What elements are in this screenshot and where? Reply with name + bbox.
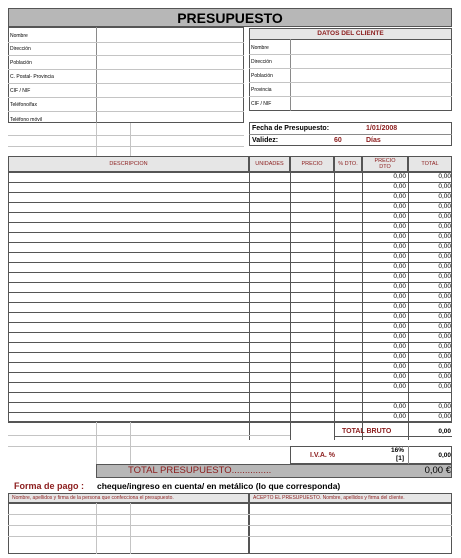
precio-dto-cell: 0,00 — [393, 343, 406, 350]
total-cell: 0,00 — [438, 273, 451, 280]
client-row-line — [249, 68, 452, 69]
total-cell: 0,00 — [438, 293, 451, 300]
total-cell: 0,00 — [438, 373, 451, 380]
precio-dto-cell: 0,00 — [393, 233, 406, 240]
precio-dto-cell: 0,00 — [393, 323, 406, 330]
precio-dto-cell: 0,00 — [393, 373, 406, 380]
grand-total-label: TOTAL PRESUPUESTO............... — [128, 465, 272, 476]
client-label: Nombre — [251, 45, 269, 51]
emisor-row-line — [8, 97, 244, 98]
signature-grid-line — [8, 514, 452, 515]
totals-grid-line — [8, 446, 290, 447]
precio-dto-cell: 0,00 — [393, 293, 406, 300]
emisor-row-line — [8, 83, 244, 84]
total-cell: 0,00 — [438, 233, 451, 240]
total-cell: 0,00 — [438, 363, 451, 370]
signature-grid-line — [8, 536, 452, 537]
emisor-row-line — [8, 42, 244, 43]
signature-left-header: Nombre, apellidos y firma de la persona que confecciona el presupuesto. — [8, 493, 249, 503]
client-row-line — [249, 82, 452, 83]
emisor-row-line — [8, 69, 244, 70]
total-cell: 0,00 — [438, 413, 451, 420]
iva-label: I.V.A. % — [310, 452, 336, 459]
client-label: Población — [251, 73, 273, 79]
total-cell: 0,00 — [438, 283, 451, 290]
total-cell: 0,00 — [438, 243, 451, 250]
client-label: Provincia — [251, 87, 272, 93]
page-title: PRESUPUESTO — [8, 8, 452, 27]
precio-dto-cell: 0,00 — [393, 193, 406, 200]
total-cell: 0,00 — [438, 303, 451, 310]
precio-dto-cell: 0,00 — [393, 283, 406, 290]
total-cell: 0,00 — [438, 203, 451, 210]
precio-dto-cell: 0,00 — [393, 313, 406, 320]
total-bruto-value: 0,00 — [438, 428, 451, 435]
total-cell: 0,00 — [438, 313, 451, 320]
emisor-label: Dirección — [10, 46, 31, 52]
aux-line — [96, 123, 97, 156]
total-cell: 0,00 — [438, 193, 451, 200]
totals-grid-line — [130, 422, 131, 464]
precio-dto-cell: 0,00 — [393, 333, 406, 340]
meta-divider — [249, 134, 452, 135]
totals-grid-line — [8, 435, 290, 436]
precio-dto-cell: 0,00 — [393, 253, 406, 260]
table-row-line — [8, 392, 452, 393]
precio-dto-cell: 0,00 — [393, 203, 406, 210]
signature-left-area — [8, 503, 249, 554]
precio-dto-cell: 0,00 — [393, 243, 406, 250]
totals-line — [334, 436, 452, 437]
emisor-row-line — [8, 111, 244, 112]
emisor-label: Nombre — [10, 33, 28, 39]
precio-dto-cell: 0,00 — [393, 413, 406, 420]
precio-dto-cell: 0,00 — [393, 363, 406, 370]
emisor-label: Teléfono/fax — [10, 102, 37, 108]
fecha-value: 1/01/2008 — [366, 125, 398, 132]
precio-dto-cell: 0,00 — [393, 173, 406, 180]
aux-line — [8, 135, 244, 136]
precio-dto-cell: 0,00 — [393, 223, 406, 230]
validez-label: Validez: — [252, 137, 279, 144]
col-dto: % DTO. — [334, 156, 362, 172]
col-descripcion: DESCRIPCION — [8, 156, 249, 172]
grand-total-value: 0,00 € — [424, 465, 451, 476]
totals-grid-line — [96, 422, 97, 464]
total-cell: 0,00 — [438, 343, 451, 350]
precio-dto-cell: 0,00 — [393, 303, 406, 310]
col-precio-dto: PRECIO DTO — [362, 156, 408, 172]
total-cell: 0,00 — [438, 183, 451, 190]
aux-line — [130, 123, 131, 156]
precio-dto-cell: 0,00 — [393, 383, 406, 390]
signature-grid-line — [96, 503, 97, 554]
total-cell: 0,00 — [438, 353, 451, 360]
iva-note: [1] — [396, 455, 404, 462]
emisor-label: Teléfono móvil — [10, 117, 42, 123]
client-label: CIF / NIF — [251, 101, 272, 107]
validez-num: 60 — [334, 137, 342, 144]
signature-grid-line — [130, 503, 131, 554]
total-cell: 0,00 — [438, 383, 451, 390]
col-unidades: UNIDADES — [249, 156, 290, 172]
table-row-line — [8, 422, 452, 423]
signature-right-header: ACEPTO EL PRESUPUESTO. Nombre, apellidos y firma del cliente. — [249, 493, 452, 503]
precio-dto-cell: 0,00 — [393, 353, 406, 360]
payment-value: cheque/ingreso en cuenta/ en metálico (lo que corresponda) — [97, 481, 341, 491]
total-cell: 0,00 — [438, 223, 451, 230]
client-row-line — [249, 54, 452, 55]
total-cell: 0,00 — [438, 213, 451, 220]
precio-dto-cell: 0,00 — [393, 273, 406, 280]
aux-line — [8, 146, 244, 147]
total-cell: 0,00 — [438, 173, 451, 180]
signature-right-area — [249, 503, 452, 554]
fecha-label: Fecha de Presupuesto: — [252, 125, 330, 132]
col-total: TOTAL — [408, 156, 452, 172]
emisor-label: C. Postal- Provincia — [10, 74, 54, 80]
emisor-label: CIF / NIF — [10, 88, 31, 94]
total-cell: 0,00 — [438, 263, 451, 270]
precio-dto-cell: 0,00 — [393, 183, 406, 190]
precio-dto-cell: 0,00 — [393, 213, 406, 220]
client-row-line — [249, 96, 452, 97]
client-divider — [290, 39, 291, 111]
total-cell: 0,00 — [438, 333, 451, 340]
iva-divider — [408, 446, 409, 464]
payment-label: Forma de pago : — [14, 481, 85, 491]
total-bruto-label: TOTAL BRUTO — [342, 428, 392, 435]
precio-dto-cell: 0,00 — [393, 263, 406, 270]
total-cell: 0,00 — [438, 323, 451, 330]
emisor-row-line — [8, 55, 244, 56]
precio-dto-cell: 0,00 — [393, 403, 406, 410]
total-cell: 0,00 — [438, 253, 451, 260]
emisor-label: Población — [10, 60, 32, 66]
client-header: DATOS DEL CLIENTE — [249, 28, 452, 40]
total-cell: 0,00 — [438, 403, 451, 410]
signature-grid-line — [8, 525, 452, 526]
col-precio: PRECIO — [290, 156, 334, 172]
iva-value: 0,00 — [438, 452, 451, 459]
client-label: Dirección — [251, 59, 272, 65]
iva-rate: 16% — [390, 447, 404, 454]
validez-unit: Días — [366, 137, 381, 144]
client-box — [249, 39, 452, 111]
